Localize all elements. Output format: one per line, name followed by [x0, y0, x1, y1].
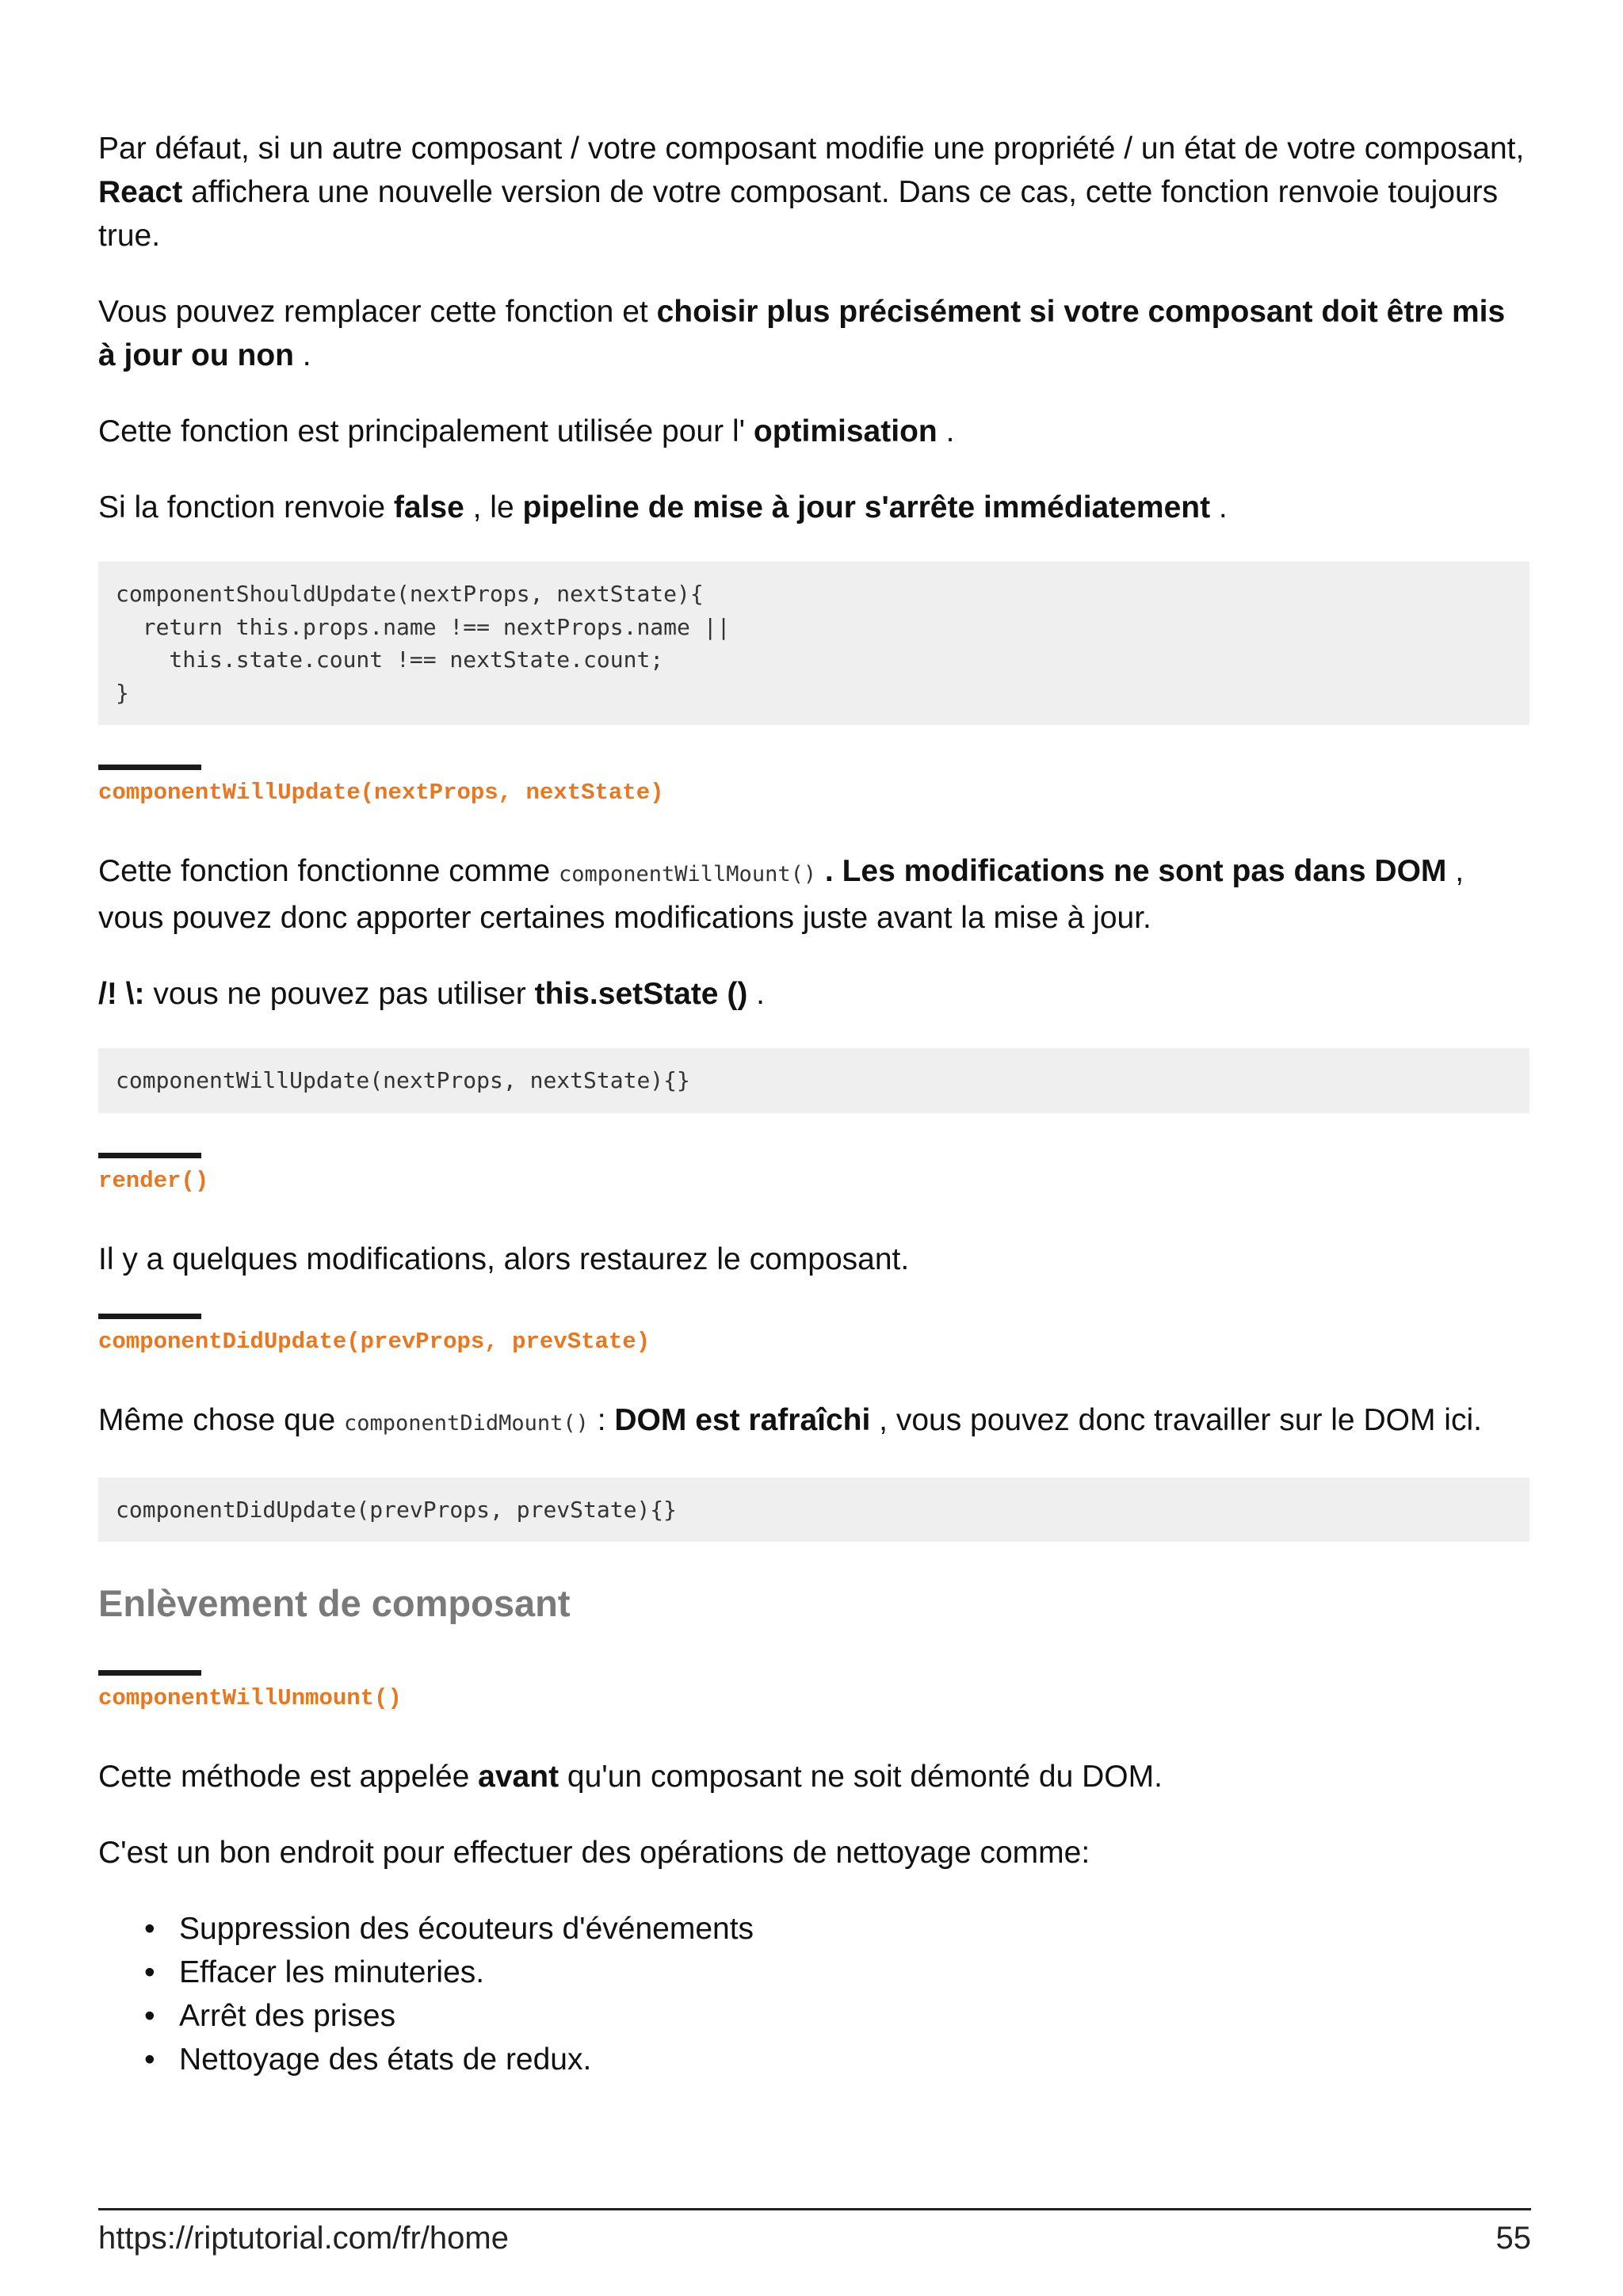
method-title: componentWillUnmount() — [98, 1685, 402, 1711]
footer-link[interactable]: https://riptutorial.com/fr/home — [98, 2221, 509, 2256]
paragraph-optimization: Cette fonction est principalement utilisée pour l' optimisation . — [98, 414, 955, 448]
method-title: render() — [98, 1167, 209, 1194]
method-header-did-update — [98, 1314, 1529, 1356]
paragraph-render-desc: Il y a quelques modifications, alors restaurez le composant. — [98, 1241, 910, 1276]
code-block-did-update: componentDidUpdate(prevProps, prevState){} — [98, 1478, 1529, 1543]
list-item: • Arrêt des prises — [130, 1994, 1529, 2038]
section-rule — [98, 1314, 201, 1319]
method-header-render — [98, 1153, 1529, 1195]
document-page — [98, 127, 1529, 2081]
section-rule — [98, 1670, 201, 1676]
list-item: • Suppression des écouteurs d'événements — [130, 1907, 1529, 1951]
footer-rule — [98, 2208, 1531, 2210]
list-item: • Nettoyage des états de redux. — [130, 2038, 1529, 2081]
method-title: componentWillUpdate(nextProps, nextState) — [98, 780, 664, 806]
section-heading-removal: Enlèvement de composant — [98, 1582, 571, 1624]
bold-react: React — [98, 175, 183, 209]
method-header-will-update — [98, 765, 1529, 807]
section-rule — [98, 1153, 201, 1158]
code-block-should-update: componentShouldUpdate(nextProps, nextState){ return this.props.name !== nextProps.name || this.state.count !== nextState.count; } — [98, 562, 1529, 725]
list-item: • Effacer les minuteries. — [130, 1951, 1529, 1994]
method-title: componentDidUpdate(prevProps, prevState) — [98, 1328, 651, 1355]
paragraph-unmount-desc: Cette méthode est appelée avant qu'un composant ne soit démonté du DOM. — [98, 1760, 1163, 1794]
page-number: 55 — [1495, 2221, 1531, 2256]
paragraph-did-update-desc: Même chose que componentDidMount() : DOM est rafraîchi , vous pouvez donc travailler sur le DOM ici. — [98, 1402, 1482, 1437]
inline-code: componentDidMount() — [344, 1410, 589, 1436]
section-rule — [98, 765, 201, 770]
bullet-icon: • — [144, 2042, 155, 2077]
paragraph-default-behavior: Par défaut, si un autre composant / votre composant modifie une propriété / un état de votre composant, React affichera une nouvelle version de votre composant. Dans ce cas, cette fonction renvoie toujours true. — [98, 132, 1525, 253]
cleanup-list — [98, 1907, 1529, 2081]
bullet-icon: • — [144, 1955, 155, 1989]
code-block-will-update: componentWillUpdate(nextProps, nextState){} — [98, 1048, 1529, 1113]
paragraph-warning: /! \: vous ne pouvez pas utiliser this.setState () . — [98, 977, 765, 1011]
paragraph-will-update-desc: Cette fonction fonctionne comme componentWillMount() . Les modifications ne sont pas dans DOM , vous pouvez donc apporter certaines modifications juste avant la mise à jour. — [98, 854, 1465, 935]
paragraph-cleanup-intro: C'est un bon endroit pour effectuer des opérations de nettoyage comme: — [98, 1836, 1090, 1870]
paragraph-override: Vous pouvez remplacer cette fonction et choisir plus précisément si votre composant doit être mis à jour ou non . — [98, 295, 1506, 372]
bullet-icon: • — [144, 1999, 155, 2033]
paragraph-false-return: Si la fonction renvoie false , le pipeline de mise à jour s'arrête immédiatement . — [98, 490, 1228, 524]
method-header-will-unmount — [98, 1670, 1529, 1712]
bullet-icon: • — [144, 1912, 155, 1946]
inline-code: componentWillMount() — [558, 862, 817, 887]
